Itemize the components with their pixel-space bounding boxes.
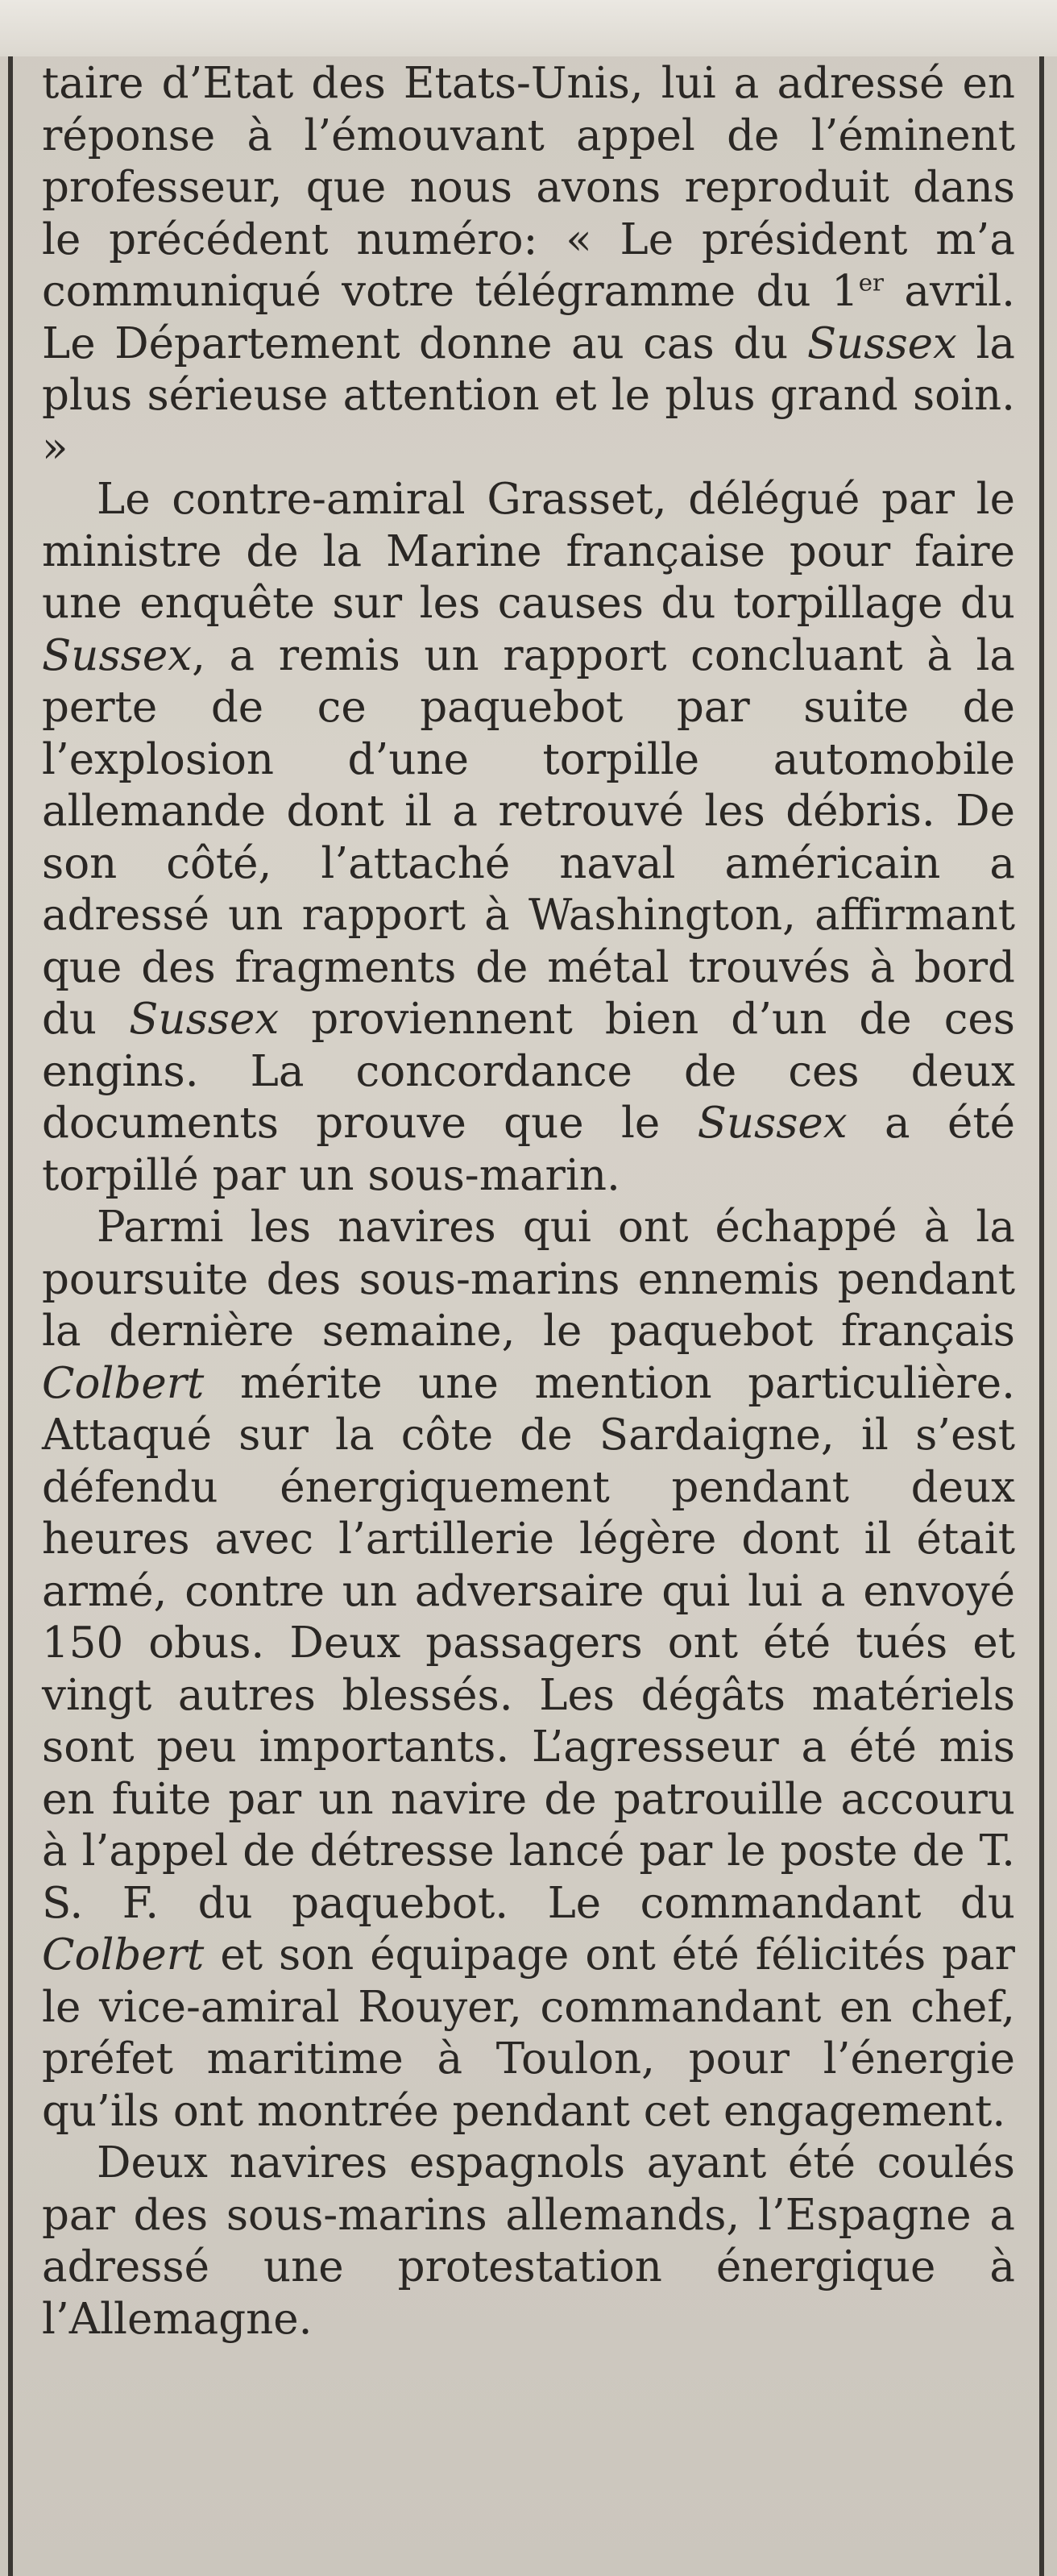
page-top-margin — [0, 0, 1057, 56]
text-run: , a remis un rapport concluant à la perte de ce paquebot par suite de l’explosion d’une torpille automobile allemande dont il a retrouvé les débris. De son côté, l’attaché naval américain a adressé un rapport à Washington, affirmant que des fragments de métal trouvés à bord du — [42, 630, 1015, 1044]
ship-name-italic: Sussex — [697, 1099, 848, 1148]
text-run: mérite une mention particulière. Attaqué sur la côte de Sardaigne, il s’est défendu énergiquement pendant deux heures avec l’artillerie légère dont il était armé, contre un adversaire qui lui a envoyé 150 obus. Deux passagers ont été tués et vingt autres blessés. Les dégâts matériels sont peu importants. L’agresseur a été mis en fuite par un navire de patrouille accouru à l’appel de détresse lancé par le poste de T. S. F. du paquebot. Le commandant du — [42, 1358, 1015, 1928]
ship-name-italic: Sussex — [129, 995, 280, 1044]
text-run: a été torpillé par un sous-marin. — [42, 1099, 1015, 1200]
right-column-rule — [1039, 56, 1044, 2576]
ship-name-italic: Colbert — [42, 1930, 205, 1980]
text-run: taire d’Etat des Etats-Unis, lui a adressé en réponse à l’émouvant appel de l’éminent professeur, que nous avons reproduit dans le précédent numéro: « Le président m’a communiqué votre télégramme du 1 — [42, 59, 1015, 316]
text-run: la plus sérieuse attention et le plus grand soin. » — [42, 318, 1015, 472]
left-column-rule — [8, 56, 13, 2576]
article-paragraph — [42, 2138, 1015, 2345]
article-paragraph — [42, 1202, 1015, 2138]
text-run: avril. Le Département donne au cas du — [42, 267, 1015, 368]
text-run: et son équipage ont été félicités par le vice-amiral Rouyer, commandant en chef, préfet maritime à Toulon, pour l’énergie qu’ils ont montrée pendant cet engagement. — [42, 1930, 1015, 2136]
ship-name-italic: Colbert — [42, 1358, 205, 1408]
article-paragraph — [42, 58, 1015, 474]
text-run: proviennent bien d’un de ces engins. La concordance de ces deux documents prouve que le — [42, 995, 1015, 1148]
ordinal-superscript: er — [858, 268, 884, 297]
ordinal-superscript-wrapper — [859, 267, 884, 316]
ship-name-italic: Sussex — [806, 318, 957, 368]
text-run: Deux navires espagnols ayant été coulés par des sous-marins allemands, l’Espagne a adressé une protestation énergique à l’Allemagne. — [42, 2138, 1015, 2344]
text-run: Le contre-amiral Grasset, délégué par le ministre de la Marine française pour faire une enquête sur les causes du torpillage du — [42, 475, 1015, 628]
article-column — [42, 58, 1015, 2345]
text-run: Parmi les navires qui ont échappé à la poursuite des sous-marins ennemis pendant la dernière semaine, le paquebot français — [42, 1203, 1015, 1356]
ship-name-italic: Sussex — [42, 630, 193, 680]
article-paragraph — [42, 474, 1015, 1202]
